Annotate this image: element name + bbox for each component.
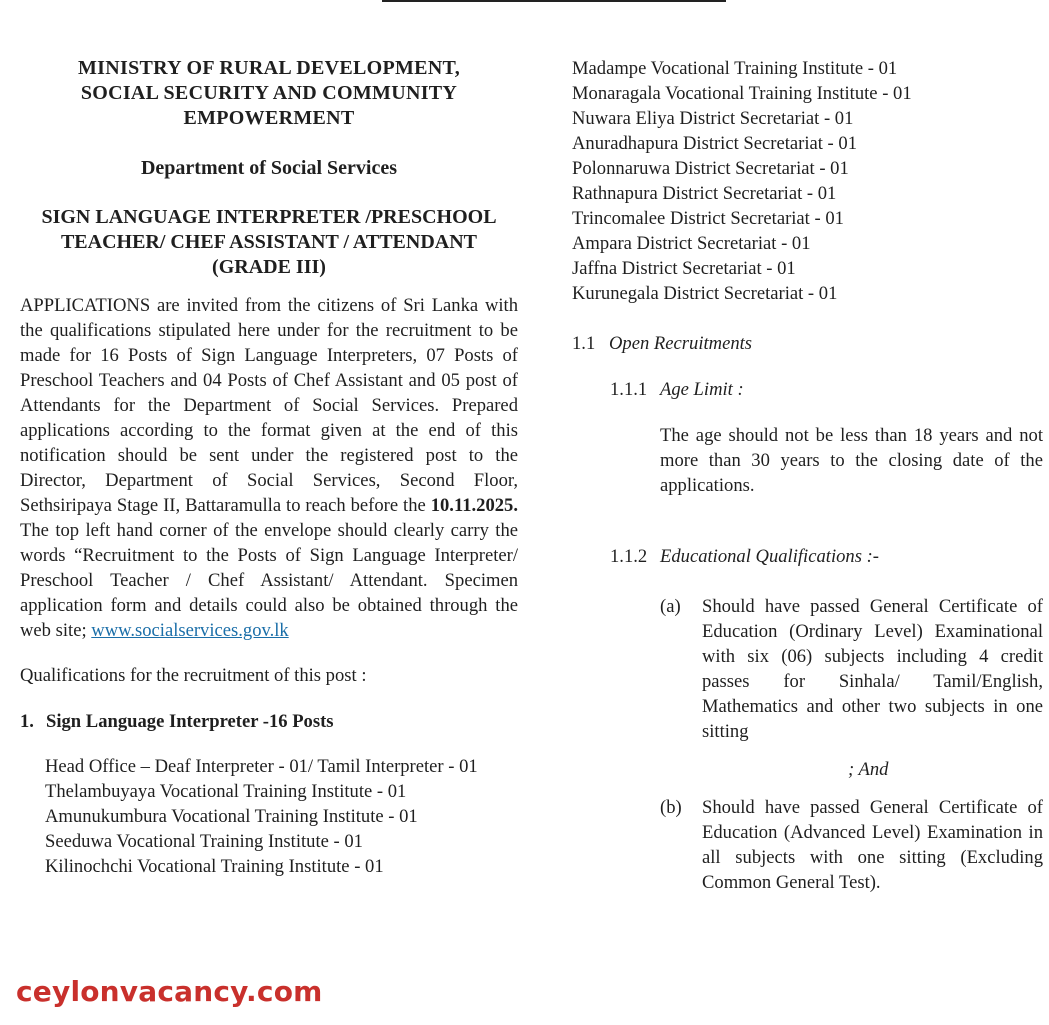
age-limit-heading <box>610 377 1043 402</box>
posts-title-line-1: SIGN LANGUAGE INTERPRETER /PRESCHOOL <box>41 206 497 228</box>
qualification-item-a <box>660 594 1043 744</box>
qualification-label: (b) <box>660 797 682 818</box>
department-title: Department of Social Services <box>140 157 398 179</box>
posting-item: Kilinochchi Vocational Training Institute - 01 <box>45 856 384 877</box>
section-1-heading <box>20 709 518 734</box>
intro-paragraph <box>20 293 518 643</box>
posting-item: Kurunegala District Secretariat - 01 <box>572 283 838 304</box>
section-1-title: Sign Language Interpreter -16 Posts <box>46 711 334 732</box>
qualification-item-b <box>660 795 1043 895</box>
posting-item: Rathnapura District Secretariat - 01 <box>572 183 837 204</box>
closing-date: 10.11.2025. <box>430 495 518 516</box>
intro-text-after-date: The top left hand corner of the envelope should clearly carry the words “Recruitment to the Posts of Sign Language Interpreter/ Preschool Teacher / Chef Assistant/ Attendant. Specimen application form and details could also be obtained through the web site; <box>20 520 518 641</box>
posting-item: Monaragala Vocational Training Institute - 01 <box>572 83 912 104</box>
website-link[interactable]: www.socialservices.gov.lk <box>91 620 289 641</box>
education-number: 1.1.2 <box>610 546 648 567</box>
and-connector: ; And <box>848 759 889 780</box>
right-column <box>572 56 1043 895</box>
posting-item: Nuwara Eliya District Secretariat - 01 <box>572 108 854 129</box>
education-title: Educational Qualifications :- <box>660 546 879 567</box>
open-recruitments-number: 1.1 <box>572 333 596 354</box>
left-column <box>20 56 518 879</box>
open-recruitments-title: Open Recruitments <box>609 333 753 354</box>
posting-item: Ampara District Secretariat - 01 <box>572 233 811 254</box>
section-1-number: 1. <box>20 711 34 732</box>
qualification-label: (a) <box>660 596 681 617</box>
qualification-text: Should have passed General Certificate of Education (Ordinary Level) Examinational with six (06) subjects including 4 credit passes for Sinhala/ Tamil/English, Mathematics and other two subjects in one sitting <box>702 596 1043 742</box>
ministry-title <box>20 56 518 131</box>
age-limit-text: The age should not be less than 18 years and not more than 30 years to the closing date of the applications. <box>660 425 1043 496</box>
posts-title <box>20 205 518 280</box>
age-limit-number: 1.1.1 <box>610 379 648 400</box>
posting-item: Thelambuyaya Vocational Training Institute - 01 <box>45 781 407 802</box>
posts-title-line-3: (GRADE III) <box>212 256 326 278</box>
open-recruitments-heading <box>572 331 1043 356</box>
posting-item: Amunukumbura Vocational Training Institute - 01 <box>45 806 418 827</box>
ministry-line-1: MINISTRY OF RURAL DEVELOPMENT, <box>77 57 461 79</box>
watermark: ceylonvacancy.com <box>16 975 323 1008</box>
posting-item: Polonnaruwa District Secretariat - 01 <box>572 158 849 179</box>
intro-text-before-date: APPLICATIONS are invited from the citizens of Sri Lanka with the qualifications stipulated here under for the recruitment to be made for 16 Posts of Sign Language Interpreters, 07 Posts of Preschool Teachers and 04 Posts of Chef Assistant and 05 post of Attendants for the Department of Social Services. Prepared applications according to the format given at the end of this notification should be sent under the registered post to the Director, Department of Social Services, Second Floor, Sethsiripaya Stage II, Battaramulla to reach before the <box>20 295 518 516</box>
age-limit-title: Age Limit : <box>660 379 744 400</box>
qualifications-intro: Qualifications for the recruitment of this post : <box>20 665 367 686</box>
posting-item: Trincomalee District Secretariat - 01 <box>572 208 844 229</box>
posts-title-line-2: TEACHER/ CHEF ASSISTANT / ATTENDANT <box>60 231 478 253</box>
posting-item: Anuradhapura District Secretariat - 01 <box>572 133 857 154</box>
posting-item: Head Office – Deaf Interpreter - 01/ Tamil Interpreter - 01 <box>45 756 478 777</box>
education-heading <box>610 544 1043 569</box>
posting-item: Seeduwa Vocational Training Institute - 01 <box>45 831 363 852</box>
postings-list-left <box>45 754 518 879</box>
posting-item: Madampe Vocational Training Institute - 01 <box>572 58 898 79</box>
ministry-line-2: SOCIAL SECURITY AND COMMUNITY <box>80 82 458 104</box>
posting-item: Jaffna District Secretariat - 01 <box>572 258 796 279</box>
ministry-line-3: EMPOWERMENT <box>183 107 355 129</box>
qualification-text: Should have passed General Certificate of Education (Advanced Level) Examination in all subjects with one sitting (Excluding Common General Test). <box>702 797 1043 893</box>
postings-list-right <box>572 56 1043 306</box>
top-rule <box>382 0 726 2</box>
